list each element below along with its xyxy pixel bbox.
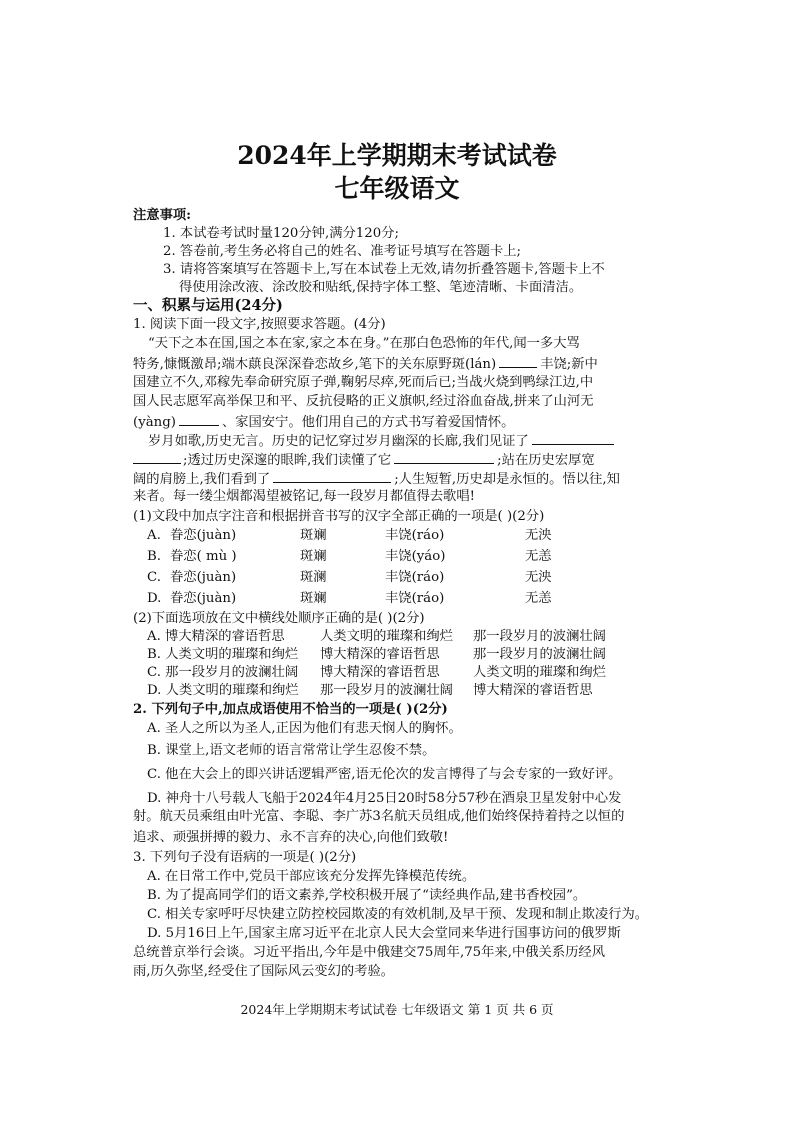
- option-line: D. 5月16日上午,国家主席习近平在北京人民大会堂同来华进行国事访问的俄罗斯: [147, 926, 621, 941]
- section-heading: 一、积累与运用(24分): [133, 297, 283, 314]
- answer-blank: [394, 450, 494, 464]
- exam-page: 2024年上学期期末考试试卷 七年级语文 注意事项: 1. 本试卷考试时量120分钟,满分120分; 2. 答卷前,考生务必将自己的姓名、准考证号填写在答题卡上; 3. 请将答案填写在答题卡上,写在本试卷上无效,请勿折叠答题卡,答题卡上不 得使用涂改液、涂改胶和贴纸,保持字体工整、笔迹清晰、卡面清洁。 一、积累与运用(24分) 1. 阅读下面一段文字,按照要求答题。(4分) “天下之本在国,国之本在家,家之本在身。”在那白色恐怖的年代,闻一多大骂 特务,慷慨激昂;端木蕻良深深眷恋故乡,笔下的关东原野斑(lán) 丰饶;新中 国建立不久,邓稼先奉命研究原子弹,鞠躬尽瘁,死而后已;当战火烧到鸭绿江边,中 国人民志愿军高举保卫和平、反抗侵略的正义旗帜,经过浴血奋战,拼来了山河无 (yàng) 、家国安宁。他们用自己的方式书写着爱国情怀。 岁月如歌,历史无言。历史的记忆穿过岁月幽深的长廊,我们见证了 ;透过历史深邃的眼眸,我们读懂了它 ;站在历史宏厚宽 阔的肩膀上,我们看到了 ;人生短暂,历史却是永恒的。悟以往,知 来者。每一缕尘烟都渴望被铭记,每一段岁月都值得去歌唱! (1)文段中加点字注音和根据拼音书写的汉字全部正确的一项是( )(2分) A. 眷恋(juàn) 斑斓 丰饶(ráo) 无泱 B. 眷恋( mù ) 斑斓 丰饶(yáo) 无恙 C. 眷恋(juàn) 斑澜 丰饶(ráo) 无泱 D. 眷恋(juàn) 斑斓 丰饶(ráo) 无恙 (2)下面选项放在文中横线处顺序正确的是( )(2分) A. 博大精深的睿语哲思 人类文明的璀璨和绚烂 那一段岁月的波澜壮阔 B. 人类文明的璀璨和绚烂 博大精深的睿语哲思 那一段岁月的波澜壮阔 C. 那一段岁月的波澜壮阔 博大精深的睿语哲思 人类文明的璀璨和绚烂 D. 人类文明的璀璨和绚烂 那一段岁月的波澜壮阔 博大精深的睿语哲思 2. 下列句子中,加点成语使用不恰当的一项是( )(2分) A. 圣人之所以为圣人,正因为他们有悲天悯人的胸怀。 B. 课堂上,语文老师的语言常常让学生忍俊不禁。 C. 他在大会上的即兴讲话逻辑严密,语无伦次的发言博得了与会专家的一致好评。 D. 神舟十八号载人飞船于2024年4月25日20时58分57秒在酒泉卫星发射中心发 射。航天员乘组由叶光富、李聪、李广苏3名航天员组成,他们始终保持着持之以恒的 追求、顽强拼搏的毅力、永不言弃的决心,向他们致敬! 3. 下列句子没有语病的一项是( )(2分) A. 在日常工作中,党员干部应该充分发挥先锋模范传统。 B. 为了提高同学们的语文素养,学校积极开展了“读经典作品,建书香校园”。 C. 相关专家呼吁尽快建立防控校园欺凌的有效机制,及早干预、发现和制止欺凌行为。 D. 5月16日上午,国家主席习近平在北京人民大会堂同来华进行国事访问的俄罗斯 总统普京举行会谈。习近平指出,今年是中俄建交75周年,75年来,中俄关系历经风 雨,历久弥坚,经受住了国际风云变幻的考验。 2024年上学期期末考试试卷 七年级语文 第 1 页 共 6 页: [0, 0, 794, 1123]
- option-line: C. 相关专家呼吁尽快建立防控校园欺凌的有效机制,及早干预、发现和制止欺凌行为。: [147, 907, 649, 922]
- passage-line: 来者。每一缕尘烟都渴望被铭记,每一段岁月都值得去歌唱!: [133, 489, 475, 504]
- option-line: C. 他在大会上的即兴讲话逻辑严密,语无伦次的发言博得了与会专家的一致好评。: [147, 767, 622, 782]
- notice-heading: 注意事项:: [133, 208, 192, 223]
- option-line: 雨,历久弥坚,经受住了国际风云变幻的考验。: [133, 964, 395, 979]
- passage-line: 岁月如歌,历史无言。历史的记忆穿过岁月幽深的长廊,我们见证了: [148, 431, 614, 451]
- option-line: 射。航天员乘组由叶光富、李聪、李广苏3名航天员组成,他们始终保持着持之以恒的: [133, 809, 625, 824]
- notice-item: 3. 请将答案填写在答题卡上,写在本试卷上无效,请勿折叠答题卡,答题卡上不: [163, 262, 605, 277]
- exam-title: 2024年上学期期末考试试卷: [237, 141, 557, 170]
- question-stem: 1. 阅读下面一段文字,按照要求答题。(4分): [133, 317, 386, 332]
- passage-line: ;透过历史深邃的眼眸,我们读懂了它 ;站在历史宏厚宽: [133, 450, 595, 470]
- sub-question-stem: (2)下面选项放在文中横线处顺序正确的是( )(2分): [133, 611, 425, 626]
- passage-line: 阔的肩膀上,我们看到了 ;人生短暂,历史却是永恒的。悟以往,知: [133, 469, 620, 489]
- passage-line: “天下之本在国,国之本在家,家之本在身。”在那白色恐怖的年代,闻一多大骂: [148, 336, 580, 351]
- answer-blank: [179, 412, 219, 426]
- page-footer: 2024年上学期期末考试试卷 七年级语文 第 1 页 共 6 页: [240, 1002, 554, 1017]
- question-stem: 3. 下列句子没有语病的一项是( )(2分): [133, 850, 357, 865]
- option-line: 追求、顽强拼搏的毅力、永不言弃的决心,向他们致敬!: [133, 830, 449, 845]
- answer-blank: [499, 354, 537, 368]
- notice-item: 得使用涂改液、涂改胶和贴纸,保持字体工整、笔迹清晰、卡面清洁。: [179, 280, 583, 295]
- option-line: B. 为了提高同学们的语文素养,学校积极开展了“读经典作品,建书香校园”。: [147, 888, 587, 903]
- passage-line: (yàng) 、家国安宁。他们用自己的方式书写着爱国情怀。: [133, 412, 514, 432]
- answer-blank: [532, 431, 614, 445]
- passage-line: 国建立不久,邓稼先奉命研究原子弹,鞠躬尽瘁,死而后已;当战火烧到鸭绿江边,中: [133, 375, 594, 390]
- notice-item: 1. 本试卷考试时量120分钟,满分120分;: [163, 226, 399, 241]
- option-line: 总统普京举行会谈。习近平指出,今年是中俄建交75周年,75年来,中俄关系历经风: [133, 945, 606, 960]
- option-line: B. 课堂上,语文老师的语言常常让学生忍俊不禁。: [147, 743, 436, 758]
- sub-question-stem: (1)文段中加点字注音和根据拼音书写的汉字全部正确的一项是( )(2分): [133, 509, 545, 524]
- exam-subtitle: 七年级语文: [334, 174, 460, 203]
- notice-item: 2. 答卷前,考生务必将自己的姓名、准考证号填写在答题卡上;: [163, 244, 522, 259]
- option-line: A. 在日常工作中,党员干部应该充分发挥先锋模范传统。: [147, 869, 476, 884]
- passage-line: 国人民志愿军高举保卫和平、反抗侵略的正义旗帜,经过浴血奋战,拼来了山河无: [133, 394, 594, 409]
- answer-blank: [133, 450, 181, 464]
- option-line: D. 神舟十八号载人飞船于2024年4月25日20时58分57秒在酒泉卫星发射中心发: [147, 791, 622, 806]
- answer-blank: [273, 469, 391, 483]
- option-line: A. 圣人之所以为圣人,正因为他们有悲天悯人的胸怀。: [147, 721, 462, 736]
- passage-line: 特务,慷慨激昂;端木蕻良深深眷恋故乡,笔下的关东原野斑(lán) 丰饶;新中: [133, 354, 598, 374]
- question-stem: 2. 下列句子中,加点成语使用不恰当的一项是( )(2分): [133, 702, 448, 717]
